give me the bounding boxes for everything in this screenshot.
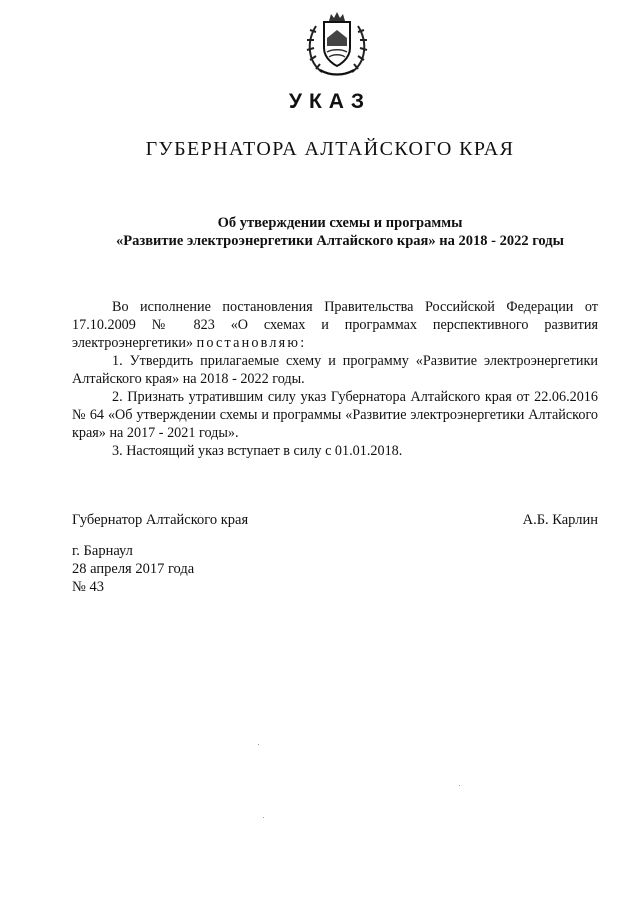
decree-item-3: 3. Настоящий указ вступает в силу с 01.01.2018. [112,443,403,459]
preamble-paragraph [72,298,598,352]
decree-word: постановляю: [196,335,307,351]
issuer-title: ГУБЕРНАТОРА АЛТАЙСКОГО КРАЯ [145,138,515,160]
signatory-position: Губернатор Алтайского края [72,512,249,528]
preamble-text: Во исполнение постановления Правительства Российской Федерации от 17.10.2009 № 823 «О схемах и программах перспективного развития электроэнергетики» [72,299,598,351]
decree-number: № 43 [72,579,104,595]
decree-heading-line-1: Об утверждении схемы и программы [217,215,463,231]
issue-date: 28 апреля 2017 года [72,561,195,577]
decree-item-1: 1. Утвердить прилагаемые схему и программу «Развитие электроэнергетики Алтайского края» на 2018 - 2022 годы. [72,353,598,387]
decree-heading [60,214,620,250]
decree-heading-line-2: «Развитие электроэнергетики Алтайского края» на 2018 - 2022 годы [116,233,564,249]
signatory-name: А.Б. Карлин [522,512,598,528]
document-type-title: УКАЗ [288,90,372,113]
issue-details [72,542,194,596]
decree-item-2: 2. Признать утратившим силу указ Губернатора Алтайского края от 22.06.2016 № 64 «Об утверждении схемы и программы «Развитие электроэнергетики Алтайского края» на 2017 - 2021 годы». [72,389,598,441]
decree-body [72,298,598,460]
altai-krai-coat-of-arms-icon [302,8,372,80]
issue-place: г. Барнаул [72,543,133,559]
